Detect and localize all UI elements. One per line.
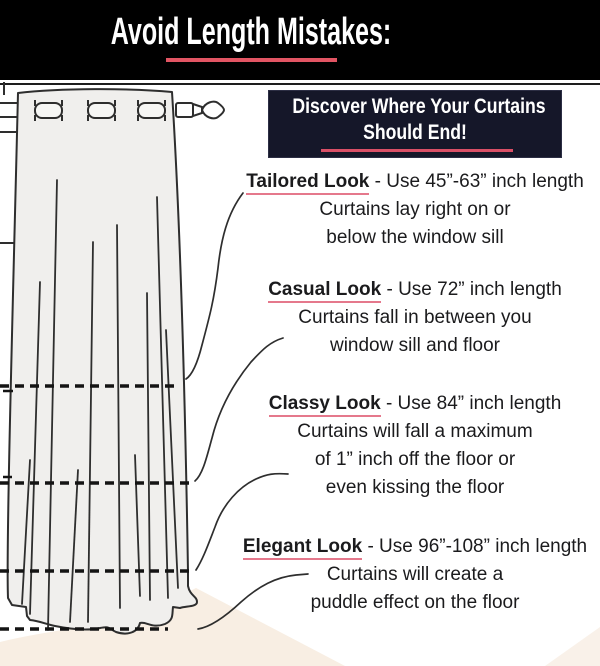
grommet-tab xyxy=(138,100,165,121)
rod-finial xyxy=(202,102,224,119)
rod-finial-neck xyxy=(193,104,202,116)
section-headline-rest: - Use 96”-108” inch length xyxy=(362,536,588,557)
section-text-line: Curtains lay right on or xyxy=(319,199,511,220)
grommet-tab xyxy=(88,100,115,121)
section-text-line: of 1” inch off the floor or xyxy=(314,449,516,470)
section-label: Classy Look xyxy=(269,393,381,417)
discover-banner-line1: Discover Where Your Curtains xyxy=(292,95,546,118)
discover-banner xyxy=(268,90,562,158)
curtain-rod xyxy=(176,102,224,119)
floor-corner xyxy=(545,627,600,666)
section-text-line: window sill and floor xyxy=(329,335,501,356)
section-label: Tailored Look xyxy=(246,171,369,195)
section-headline-rest: - Use 84” inch length xyxy=(380,393,562,414)
section-text-line: Curtains fall in between you xyxy=(298,307,532,328)
section-headline-rest: - Use 72” inch length xyxy=(381,279,562,300)
section-headline xyxy=(230,168,600,196)
discover-banner-line2: Should End! xyxy=(363,121,467,144)
header-banner xyxy=(0,0,600,80)
section-casual-look xyxy=(230,276,600,360)
section-headline xyxy=(230,390,600,418)
section-headline-rest: - Use 45”-63” inch length xyxy=(369,171,584,192)
section-text-line: puddle effect on the floor xyxy=(310,592,520,613)
section-text-line: below the window sill xyxy=(326,227,504,248)
section-headline xyxy=(230,276,600,304)
section-label: Casual Look xyxy=(268,279,381,303)
section-text-line: even kissing the floor xyxy=(325,477,505,498)
curtain-panel xyxy=(8,89,197,633)
section-headline xyxy=(230,533,600,561)
section-tailored-look xyxy=(230,168,600,252)
page-title: Avoid Length Mistakes: xyxy=(110,11,392,53)
grommet-tabs xyxy=(35,100,165,121)
section-text-line: Curtains will fall a maximum xyxy=(297,421,533,442)
section-label: Elegant Look xyxy=(243,536,362,560)
section-classy-look xyxy=(230,390,600,502)
grommet-tab xyxy=(35,100,62,121)
section-text-line: Curtains will create a xyxy=(326,564,504,585)
title-underline xyxy=(166,58,337,62)
section-elegant-look xyxy=(230,533,600,617)
discover-banner-underline xyxy=(321,149,513,152)
